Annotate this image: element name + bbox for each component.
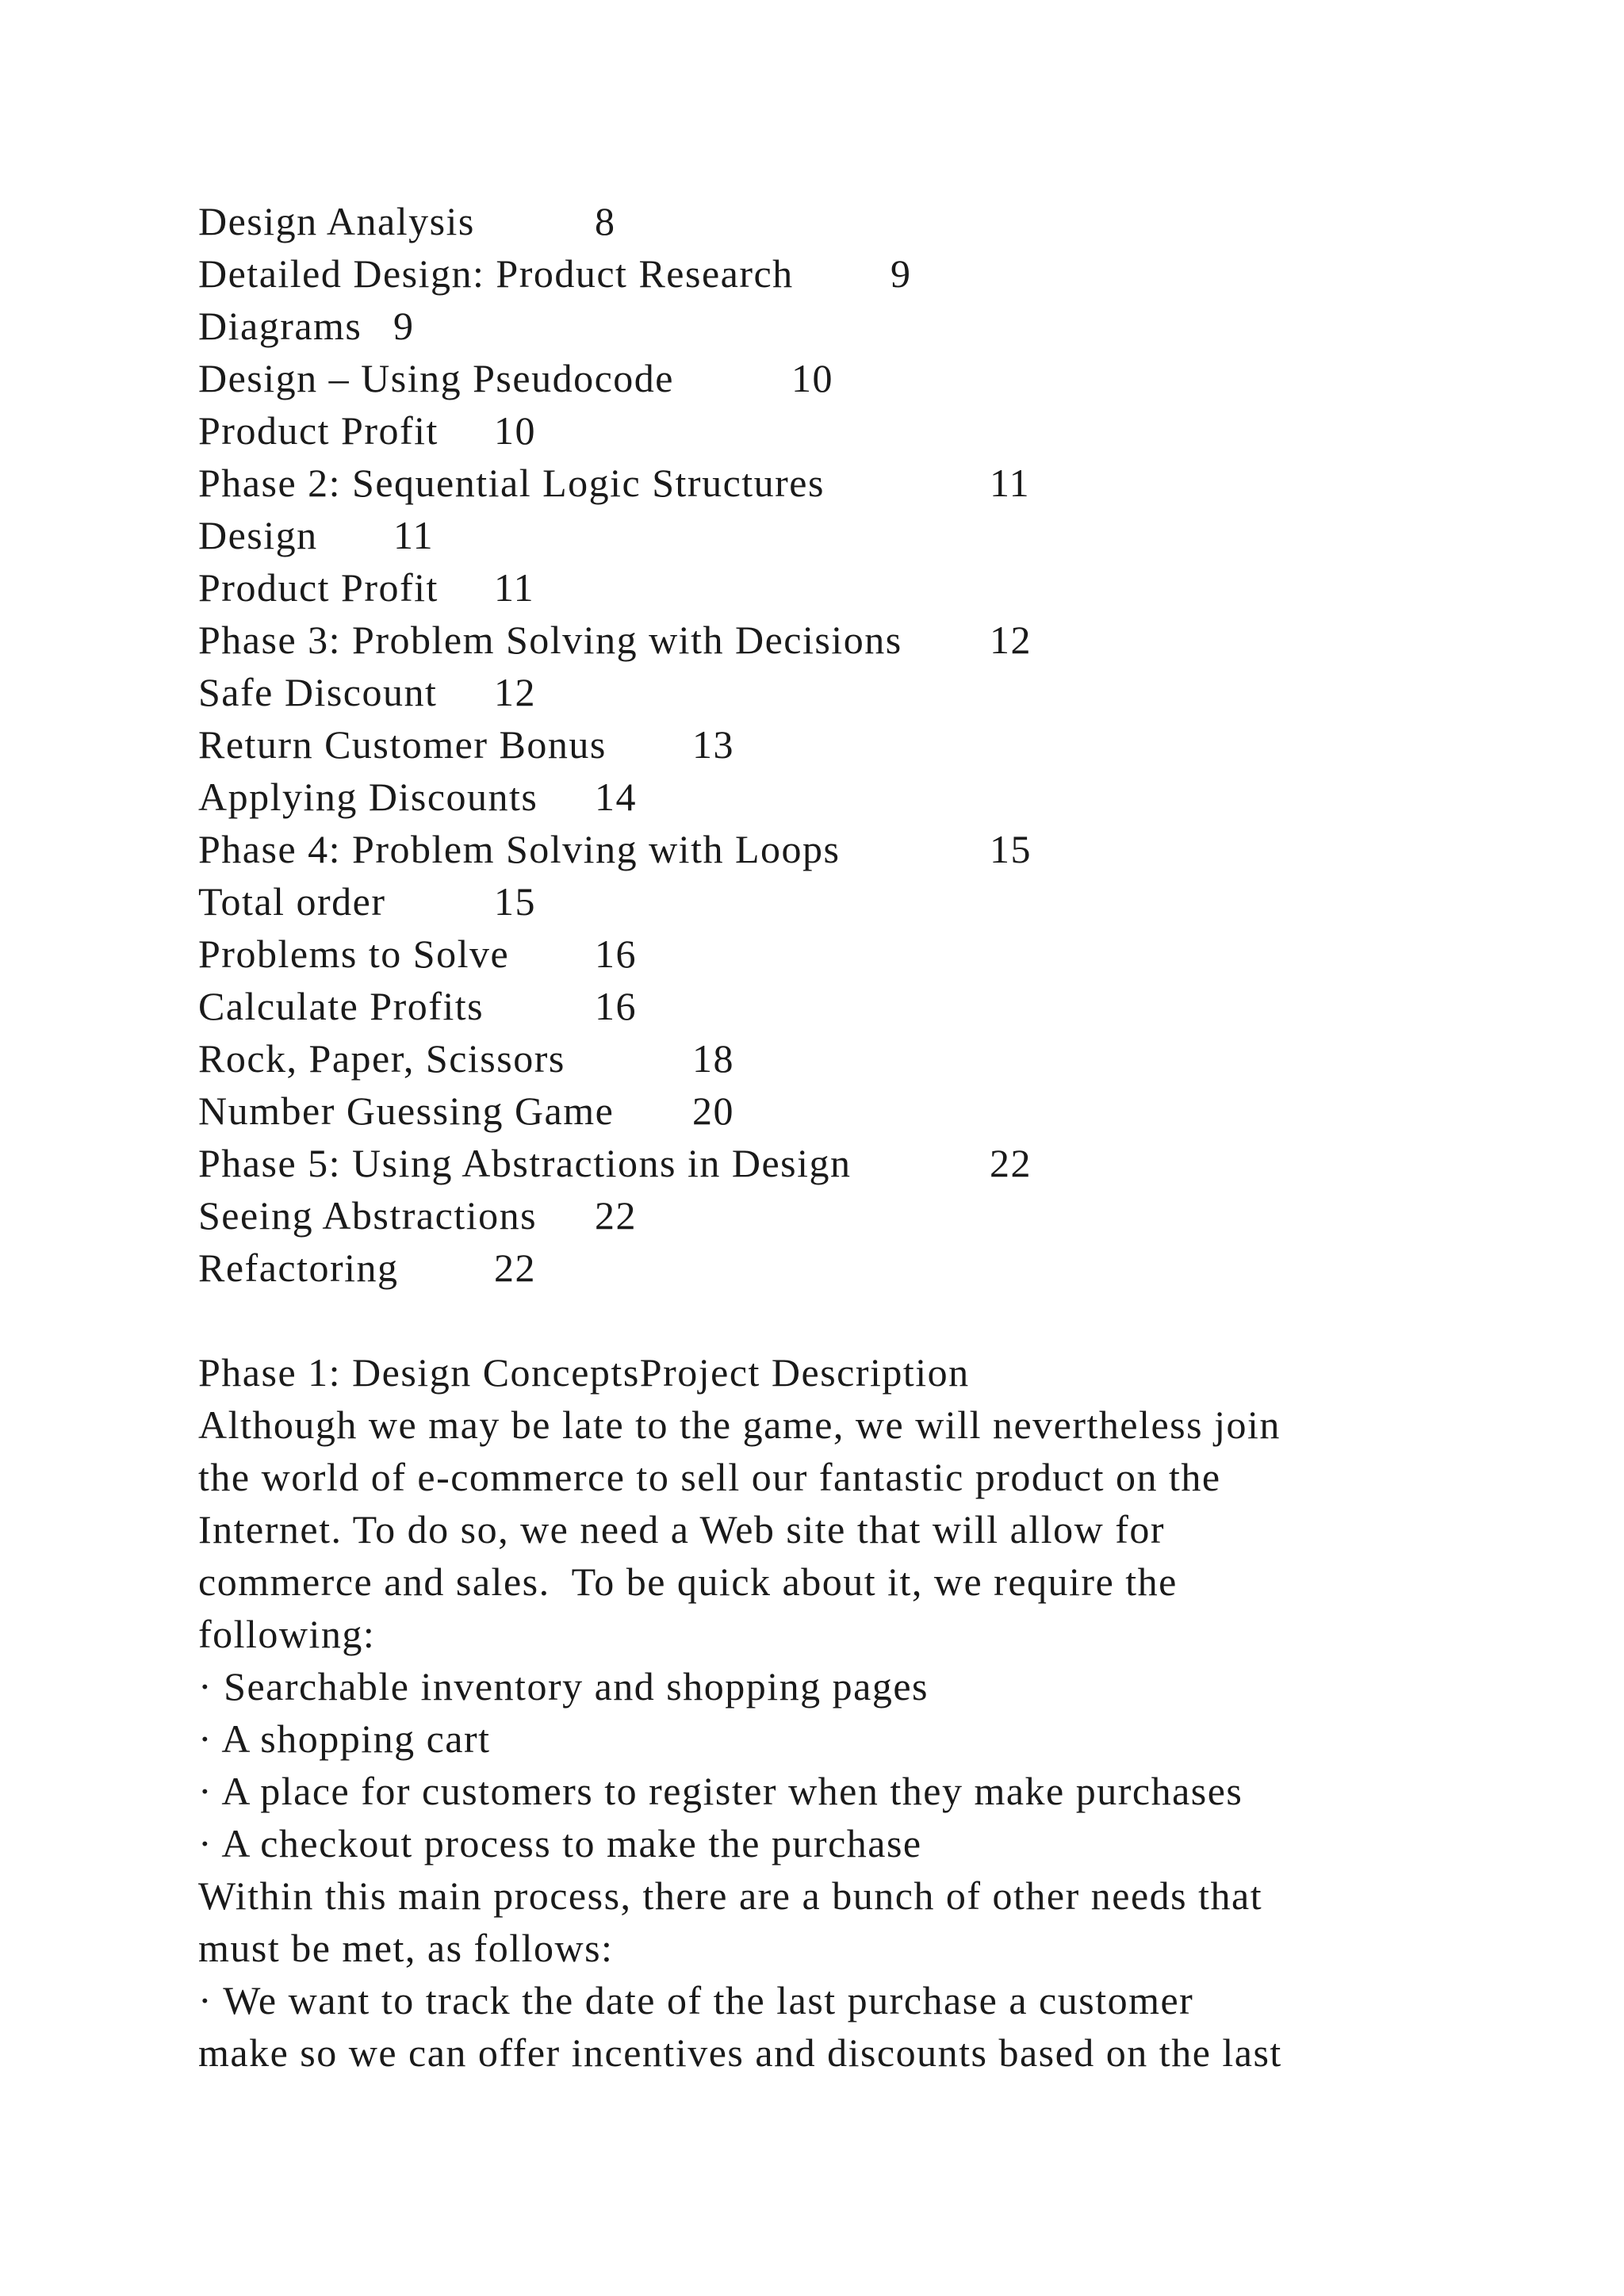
toc-entry-page: 22: [595, 1193, 637, 1238]
toc-entry: [198, 823, 1451, 875]
paragraph-line: commerce and sales. To be quick about it, we require the: [198, 1559, 1178, 1604]
toc-entry-page: 9: [393, 304, 415, 348]
toc-entry-title: Design Analysis: [198, 199, 475, 243]
toc-entry-title: Problems to Solve: [198, 932, 510, 976]
toc-entry: [198, 247, 1451, 300]
toc-entry-page: 16: [595, 932, 637, 976]
toc-entry-title: Detailed Design: Product Research: [198, 251, 794, 296]
toc-entry-title: Total order: [198, 879, 386, 924]
toc-entry-title: Design – Using Pseudocode: [198, 356, 674, 400]
toc-entry-page: 15: [494, 879, 536, 924]
toc-entry-page: 20: [692, 1089, 734, 1133]
paragraph-line: the world of e-commerce to sell our fantastic product on the: [198, 1455, 1221, 1499]
paragraph-line: Although we may be late to the game, we will nevertheless join: [198, 1402, 1281, 1447]
toc-entry: [198, 457, 1451, 509]
toc-entry-page: 10: [494, 408, 536, 453]
toc-entry-page: 9: [891, 251, 912, 296]
toc-entry: [198, 1032, 1451, 1085]
toc-entry: [198, 509, 1451, 561]
toc-entry-title: Diagrams: [198, 304, 362, 348]
toc-entry: [198, 1242, 1451, 1294]
toc-entry-page: 10: [791, 356, 833, 400]
toc-entry-page: 11: [990, 461, 1031, 505]
toc-entry-page: 14: [595, 775, 637, 819]
toc-entry: [198, 980, 1451, 1032]
toc-entry: [198, 928, 1451, 980]
toc-entry: [198, 1085, 1451, 1137]
table-of-contents: [198, 195, 1451, 1294]
toc-entry-page: 16: [595, 984, 637, 1028]
toc-entry-title: Return Customer Bonus: [198, 722, 607, 767]
bullet-item: · A shopping cart: [198, 1716, 491, 1761]
toc-entry: [198, 404, 1451, 457]
paragraph-line: must be met, as follows:: [198, 1926, 614, 1970]
paragraph-line: following:: [198, 1612, 376, 1656]
toc-entry-page: 13: [692, 722, 734, 767]
toc-entry: [198, 1137, 1451, 1189]
toc-entry-title: Applying Discounts: [198, 775, 538, 819]
toc-entry: [198, 195, 1451, 247]
toc-entry: [198, 666, 1451, 718]
toc-entry: [198, 1189, 1451, 1242]
toc-entry-page: 18: [692, 1036, 734, 1081]
bullet-item: · A place for customers to register when they make purchases: [198, 1769, 1243, 1813]
toc-entry-page: 11: [494, 565, 535, 610]
toc-entry: [198, 300, 1451, 352]
section-spacer: [198, 1294, 1451, 1346]
toc-entry-title: Phase 2: Sequential Logic Structures: [198, 461, 825, 505]
toc-entry-title: Phase 5: Using Abstractions in Design: [198, 1141, 852, 1185]
body-text: [198, 1346, 1451, 2079]
paragraph-line: Within this main process, there are a bunch of other needs that: [198, 1873, 1263, 1918]
bullet-item: · A checkout process to make the purchase: [198, 1821, 922, 1866]
toc-entry-page: 12: [494, 670, 536, 714]
toc-entry: [198, 561, 1451, 614]
toc-entry-page: 12: [990, 618, 1032, 662]
toc-entry: [198, 875, 1451, 928]
toc-entry-title: Number Guessing Game: [198, 1089, 615, 1133]
toc-entry-title: Rock, Paper, Scissors: [198, 1036, 565, 1081]
toc-entry-title: Phase 4: Problem Solving with Loops: [198, 827, 841, 871]
bullet-item: · We want to track the date of the last purchase a customer: [198, 1978, 1194, 2022]
paragraph-line: Internet. To do so, we need a Web site that will allow for: [198, 1507, 1166, 1552]
toc-entry: [198, 771, 1451, 823]
section-heading: Phase 1: Design ConceptsProject Description: [198, 1350, 970, 1395]
toc-entry-page: 15: [990, 827, 1032, 871]
toc-entry-page: 8: [595, 199, 616, 243]
toc-entry-page: 22: [494, 1246, 536, 1290]
toc-entry-title: Product Profit: [198, 408, 439, 453]
toc-entry-title: Phase 3: Problem Solving with Decisions: [198, 618, 902, 662]
toc-entry-title: Product Profit: [198, 565, 439, 610]
document-page: [198, 195, 1451, 2079]
toc-entry-title: Refactoring: [198, 1246, 399, 1290]
toc-entry: [198, 352, 1451, 404]
toc-entry: [198, 718, 1451, 771]
toc-entry-page: 22: [990, 1141, 1032, 1185]
bullet-item: · Searchable inventory and shopping pages: [198, 1664, 929, 1709]
toc-entry-page: 11: [393, 513, 435, 557]
toc-entry-title: Design: [198, 513, 318, 557]
toc-entry-title: Safe Discount: [198, 670, 438, 714]
toc-entry-title: Seeing Abstractions: [198, 1193, 538, 1238]
toc-entry-title: Calculate Profits: [198, 984, 485, 1028]
toc-entry: [198, 614, 1451, 666]
paragraph-line: make so we can offer incentives and discounts based on the last: [198, 2030, 1282, 2075]
